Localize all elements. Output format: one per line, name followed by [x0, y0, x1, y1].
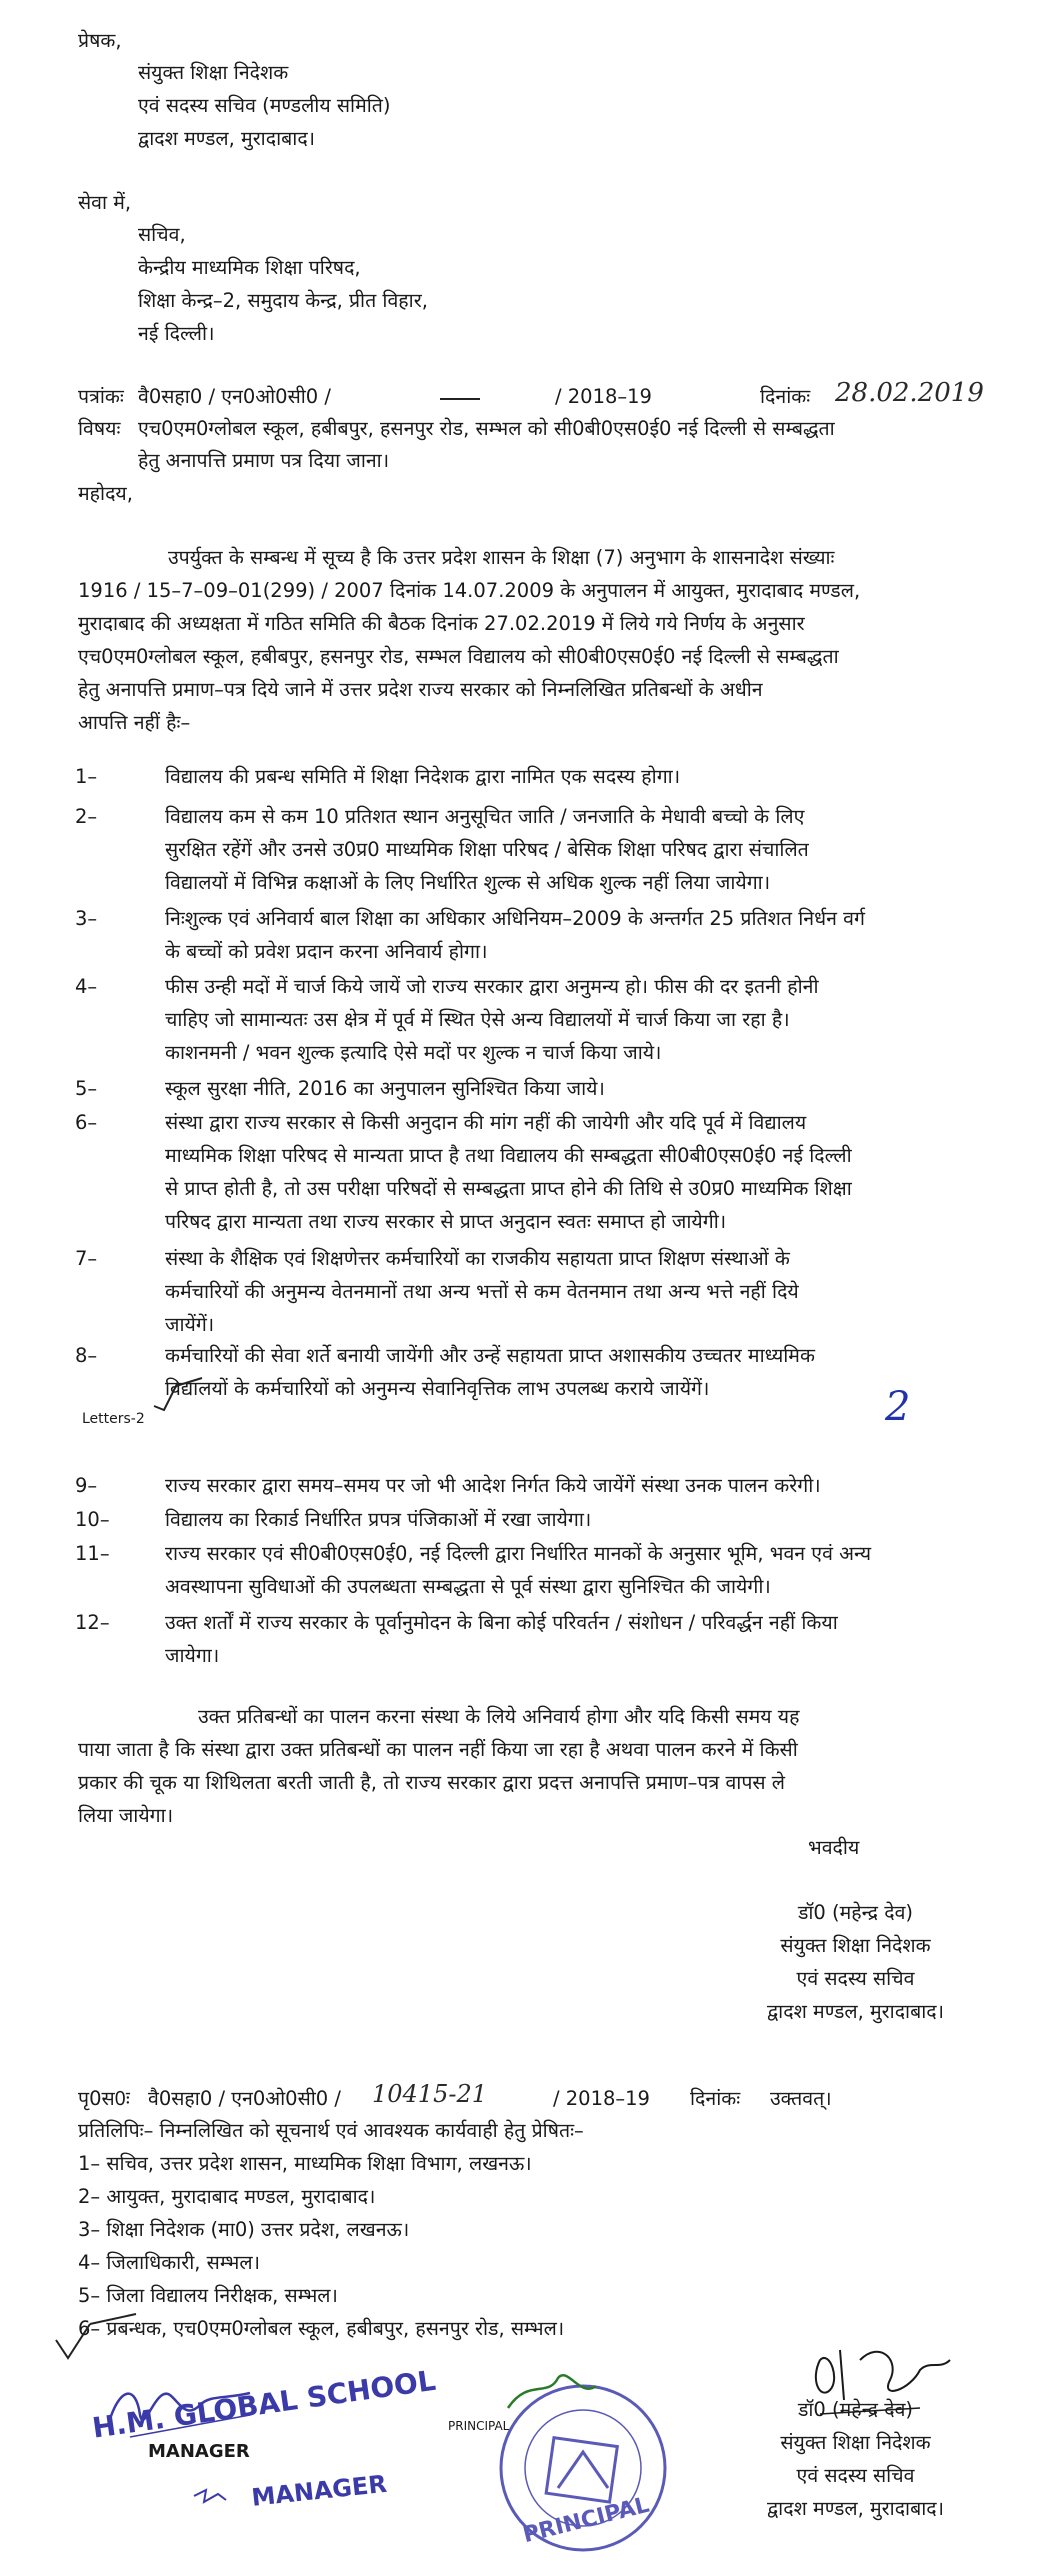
- reference-date-handwritten: 28.02.2019: [835, 378, 984, 408]
- check-mark-icon: [50, 2310, 140, 2370]
- condition-10: [75, 1507, 975, 1534]
- condition-line: राज्य सरकार एवं सी0बी0एस0ई0, नई दिल्ली द्वारा निर्धारित मानकों के अनुसार भूमि, भवन एवं अन्य: [165, 1542, 872, 1565]
- condition-line: फीस उन्ही मदों में चार्ज किये जायें जो राज्य सरकार द्वारा अनुमन्य हो। फीस की दर इतनी होनी: [165, 975, 819, 998]
- copy-intro: प्रतिलिपिः– निम्नलिखित को सूचनार्थ एवं आवश्यक कार्यवाही हेतु प्रेषितः–: [78, 2119, 584, 2142]
- closing-line-2: पाया जाता है कि संस्था द्वारा उक्त प्रतिबन्धों का पालन नहीं किया जा रहा है अथवा पालन करने में किसी: [78, 1738, 798, 1761]
- condition-line: निःशुल्क एवं अनिवार्य बाल शिक्षा का अधिकार अधिनियम–2009 के अन्तर्गत 25 प्रतिशत निर्धन वर्ग: [165, 907, 865, 930]
- page-number: 2: [885, 1384, 911, 1430]
- intro-line-4: एच0एम0ग्लोबल स्कूल, हबीबपुर, हसनपुर रोड, सम्भल विद्यालय को सी0बी0एस0ई0 नई दिल्ली से सम्बद्धता: [78, 645, 839, 668]
- intro-line-2: 1916 / 15–7–09–01(299) / 2007 दिनांक 14.07.2009 के अनुपालन में आयुक्त, मुरादाबाद मण्डल,: [78, 579, 861, 602]
- recipient-label: सेवा में,: [78, 191, 132, 214]
- condition-9: [75, 1473, 975, 1500]
- condition-number: 8–: [75, 1344, 98, 1367]
- condition-number: 9–: [75, 1474, 98, 1497]
- intro-line-5: हेतु अनापत्ति प्रमाण–पत्र दिये जाने में उत्तर प्रदेश राज्य सरकार को निम्नलिखित प्रतिबन्धों के अधीन: [78, 678, 763, 701]
- copy-item: 5– जिला विद्यालय निरीक्षक, सम्भल।: [78, 2284, 338, 2307]
- signatory-role: एवं सदस्य सचिव: [796, 1967, 915, 1990]
- copy-ref-date-label: दिनांकः: [690, 2087, 741, 2110]
- principal-stamp-label: PRINCIPAL: [520, 2492, 652, 2549]
- stamp-mark-icon: [190, 2484, 230, 2508]
- signatory-name: डॉ0 (महेन्द्र देव): [797, 1901, 914, 1924]
- greeting: भवदीय: [808, 1836, 860, 1859]
- intro-paragraph: [78, 545, 978, 743]
- copy-item: 6– प्रबन्धक, एच0एम0ग्लोबल स्कूल, हबीबपुर, हसनपुर रोड, सम्भल।: [78, 2317, 565, 2340]
- sender-line-1: संयुक्त शिक्षा निदेशक: [138, 61, 289, 84]
- condition-number: 4–: [75, 975, 98, 998]
- condition-line: विद्यालय का रिकार्ड निर्धारित प्रपत्र पंजिकाओं में रखा जायेगा।: [165, 1508, 592, 1531]
- condition-line: राज्य सरकार द्वारा समय–समय पर जो भी आदेश निर्गत किये जायेंगें संस्था उनक पालन करेगी।: [165, 1474, 821, 1497]
- reference-number: वै0सहा0 / एन0ओ0सी0 /: [138, 385, 331, 408]
- principal-printed-label: PRINCIPAL: [448, 2419, 510, 2433]
- signatory-office: द्वादश मण्डल, मुरादाबाद।: [766, 2000, 945, 2023]
- condition-number: 7–: [75, 1247, 98, 1270]
- condition-1: [75, 764, 975, 791]
- sender-block: [138, 60, 391, 159]
- condition-line: काशनमनी / भवन शुल्क इत्यादि ऐसे मदों पर शुल्क न चार्ज किया जाये।: [165, 1041, 662, 1064]
- condition-line: माध्यमिक शिक्षा परिषद से मान्यता प्राप्त है तथा विद्यालय की सम्बद्धता सी0बी0एस0ई0 नई दिल्ली: [165, 1144, 852, 1167]
- sender-line-2: एवं सदस्य सचिव (मण्डलीय समिति): [138, 94, 391, 117]
- closing-paragraph: [78, 1704, 978, 1836]
- sender-line-3: द्वादश मण्डल, मुरादाबाद।: [138, 127, 316, 150]
- copy-ref-date-value: उक्तवत्।: [770, 2087, 832, 2110]
- condition-line: विद्यालय की प्रबन्ध समिति में शिक्षा निदेशक द्वारा नामित एक सदस्य होगा।: [165, 765, 681, 788]
- reference-date-label: दिनांकः: [760, 385, 811, 408]
- recipient-line-1: सचिव,: [138, 223, 186, 246]
- condition-line: स्कूल सुरक्षा नीति, 2016 का अनुपालन सुनिश्चित किया जाये।: [165, 1077, 605, 1100]
- condition-line: संस्था द्वारा राज्य सरकार से किसी अनुदान की मांग नहीं की जायेगी और यदि पूर्व में विद्यालय: [165, 1111, 807, 1134]
- salutation: महोदय,: [78, 482, 133, 505]
- subject-label: विषयः: [78, 417, 121, 440]
- intro-line-3: मुरादाबाद की अध्यक्षता में गठित समिति की बैठक दिनांक 27.02.2019 में लिये गये निर्णय के अनुसार: [78, 612, 805, 635]
- subject-line-1: एच0एम0ग्लोबल स्कूल, हबीबपुर, हसनपुर रोड, सम्भल को सी0बी0एस0ई0 नई दिल्ली से सम्बद्धता: [138, 417, 835, 440]
- condition-2: [75, 804, 975, 903]
- tick-mark-icon: [150, 1372, 210, 1412]
- condition-number: 5–: [75, 1077, 98, 1100]
- condition-line: विद्यालयों के कर्मचारियों को अनुमन्य सेवानिवृत्तिक लाभ उपलब्ध कराये जायेंगें।: [165, 1377, 710, 1400]
- condition-line: विद्यालय कम से कम 10 प्रतिशत स्थान अनुसूचित जाति / जनजाति के मेधावी बच्चो के लिए: [165, 805, 805, 828]
- reference-year: / 2018–19: [555, 385, 652, 408]
- copy-item: 1– सचिव, उत्तर प्रदेश शासन, माध्यमिक शिक्षा विभाग, लखनऊ।: [78, 2152, 532, 2175]
- condition-6: [75, 1110, 975, 1242]
- copy-ref-label: पृ0स0ः: [78, 2087, 130, 2110]
- signatory-role: एवं सदस्य सचिव: [796, 2464, 915, 2487]
- condition-line: के बच्चों को प्रवेश प्रदान करना अनिवार्य होगा।: [165, 940, 488, 963]
- recipient-line-2: केन्द्रीय माध्यमिक शिक्षा परिषद,: [138, 256, 361, 279]
- copy-ref-handwritten-no: 10415-21: [372, 2080, 487, 2108]
- recipient-line-4: नई दिल्ली।: [138, 322, 215, 345]
- closing-line-3: प्रकार की चूक या शिथिलता बरती जाती है, तो राज्य सरकार द्वारा प्रदत्त अनापत्ति प्रमाण–पत्र वापस ले: [78, 1771, 786, 1794]
- closing-line-4: लिया जायेगा।: [78, 1804, 174, 1827]
- reference-label: पत्रांकः: [78, 385, 124, 408]
- intro-line-1: उपर्युक्त के सम्बन्ध में सूच्य है कि उत्तर प्रदेश शासन के शिक्षा (7) अनुभाग के शासनादेश संख्याः: [168, 546, 835, 569]
- recipient-block: [138, 222, 428, 354]
- sender-label: प्रेषक,: [78, 29, 122, 52]
- recipient-line-3: शिक्षा केन्द्र–2, समुदाय केन्द्र, प्रीत विहार,: [138, 289, 428, 312]
- condition-number: 1–: [75, 765, 98, 788]
- condition-4: [75, 974, 975, 1073]
- condition-8: [75, 1310, 975, 1409]
- condition-5: [75, 1076, 975, 1103]
- condition-line: चाहिए जो सामान्यतः उस क्षेत्र में पूर्व में स्थित ऐसे अन्य विद्यालयों में चार्ज किया जा रहा है।: [165, 1008, 790, 1031]
- condition-3: [75, 906, 975, 972]
- condition-line: अवस्थापना सुविधाओं की उपलब्धता सम्बद्धता से पूर्व संस्था द्वारा सुनिश्चित की जायेगी।: [165, 1575, 771, 1598]
- signature-block-1: [738, 1900, 973, 2032]
- condition-11: [75, 1541, 975, 1607]
- page-label: Letters-2: [82, 1411, 145, 1427]
- condition-number: 10–: [75, 1508, 110, 1531]
- subject-line-2: हेतु अनापत्ति प्रमाण पत्र दिया जाना।: [138, 449, 390, 472]
- intro-line-6: आपत्ति नहीं हैः–: [78, 711, 191, 734]
- closing-line-1: उक्त प्रतिबन्धों का पालन करना संस्था के लिये अनिवार्य होगा और यदि किसी समय यह: [198, 1705, 800, 1728]
- condition-line: जायेगा।: [165, 1644, 220, 1667]
- manager-stamp-school: H.M. GLOBAL SCHOOL: [90, 2363, 438, 2445]
- copy-ref-number: वै0सहा0 / एन0ओ0सी0 /: [148, 2087, 341, 2110]
- reference-dash: [440, 398, 480, 400]
- signatory-office: द्वादश मण्डल, मुरादाबाद।: [766, 2497, 945, 2520]
- copy-item: 3– शिक्षा निदेशक (मा0) उत्तर प्रदेश, लखनऊ।: [78, 2218, 410, 2241]
- condition-line: से प्राप्त होती है, तो उस परीक्षा परिषदों से सम्बद्धता प्राप्त होने की तिथि से उ0प्र0 माध्यमिक शिक्षा: [165, 1177, 852, 1200]
- copy-item: 4– जिलाधिकारी, सम्भल।: [78, 2251, 260, 2274]
- copy-ref-year: / 2018–19: [553, 2087, 650, 2110]
- condition-line: कर्मचारियों की सेवा शर्ते बनायी जायेंगी और उन्हें सहायता प्राप्त अशासकीय उच्चतर माध्यमिक: [165, 1344, 815, 1367]
- condition-line: उक्त शर्तों में राज्य सरकार के पूर्वानुमोदन के बिना कोई परिवर्तन / संशोधन / परिवर्द्धन नहीं किया: [165, 1611, 838, 1634]
- manager-stamp-label: MANAGER: [250, 2469, 389, 2512]
- condition-number: 2–: [75, 805, 98, 828]
- condition-number: 3–: [75, 907, 98, 930]
- condition-line: सुरक्षित रहेंगें और उनसे उ0प्र0 माध्यमिक शिक्षा परिषद / बेसिक शिक्षा परिषद द्वारा संचालित: [165, 838, 809, 861]
- condition-number: 6–: [75, 1111, 98, 1134]
- condition-number: 12–: [75, 1611, 110, 1634]
- condition-line: परिषद द्वारा मान्यता तथा राज्य सरकार से प्राप्त अनुदान स्वतः समाप्त हो जायेगी।: [165, 1210, 727, 1233]
- copy-list: [78, 2151, 564, 2349]
- condition-line: कर्मचारियों की अनुमन्य वेतनमानों तथा अन्य भत्तों से कम वेतनमान तथा अन्य भत्ते नहीं दिये: [165, 1280, 799, 1303]
- signatory-designation: संयुक्त शिक्षा निदेशक: [780, 2431, 931, 2454]
- copy-item: 2– आयुक्त, मुरादाबाद मण्डल, मुरादाबाद।: [78, 2185, 376, 2208]
- condition-12: [75, 1610, 975, 1676]
- manager-printed-label: MANAGER: [148, 2441, 250, 2462]
- signatory-name: डॉ0 (महेन्द्र देव): [797, 2398, 914, 2421]
- condition-line: जायेंगें।: [165, 1313, 215, 1336]
- condition-line: विद्यालयों में विभिन्न कक्षाओं के लिए निर्धारित शुल्क से अधिक शुल्क नहीं लिया जायेगा।: [165, 871, 771, 894]
- condition-number: 11–: [75, 1542, 110, 1565]
- signature-block-2: [738, 2397, 973, 2529]
- condition-line: संस्था के शैक्षिक एवं शिक्षणेत्तर कर्मचारियों का राजकीय सहायता प्राप्त शिक्षण संस्थाओं के: [165, 1247, 790, 1270]
- signatory-designation: संयुक्त शिक्षा निदेशक: [780, 1934, 931, 1957]
